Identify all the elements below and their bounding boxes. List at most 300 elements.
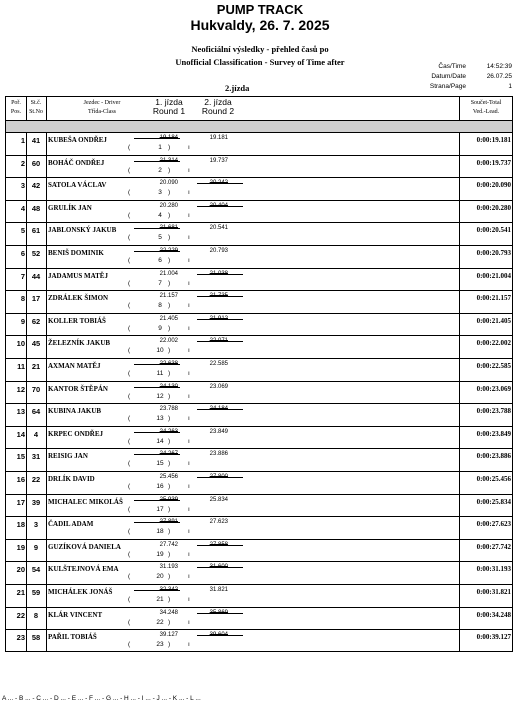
total-time: 0:00:21.157	[476, 294, 511, 303]
header-round2-en: Round 2	[201, 106, 235, 116]
round1-time: 24.263	[159, 428, 178, 435]
round1-time: 21.314	[159, 157, 178, 164]
rank-close-bracket: )	[168, 415, 171, 423]
rank-tick: ı	[188, 550, 190, 558]
rank-tick: ı	[188, 370, 190, 377]
page-value: 1	[508, 83, 512, 90]
discarded-time-strike	[134, 251, 180, 252]
header-lead: Ved.-Lead.	[472, 109, 500, 115]
rank-tick: ı	[188, 257, 190, 264]
total-time: 0:00:25.834	[476, 497, 511, 506]
rank-close-bracket: )	[168, 347, 171, 355]
position: 10	[16, 339, 25, 349]
round2-time: 35.869	[209, 609, 228, 616]
table-row	[6, 358, 512, 381]
discarded-time-strike	[197, 206, 243, 207]
rank-open-bracket: (	[128, 460, 131, 468]
header-round2-cz: 2. jízda	[204, 97, 232, 107]
rank-number: 18	[156, 528, 164, 536]
position: 1	[20, 136, 25, 145]
round2-time: 39.604	[209, 632, 228, 639]
rank-tick: ı	[188, 302, 190, 310]
rank-tick: ı	[188, 392, 190, 400]
total-time: 0:00:22.002	[476, 339, 511, 348]
round2-time: 19.737	[209, 157, 228, 164]
results-table	[5, 96, 513, 652]
position: 4	[20, 203, 25, 213]
rank-close-bracket: )	[168, 211, 171, 219]
rank-open-bracket: (	[128, 505, 131, 513]
rank-open-bracket: (	[128, 641, 131, 649]
table-row	[6, 177, 512, 200]
rank-tick: ı	[188, 234, 190, 242]
start-number: 70	[31, 384, 41, 394]
round1-time: 25.456	[159, 474, 178, 480]
round1-time: 19.184	[159, 135, 178, 141]
table-row	[6, 471, 512, 494]
start-number: 42	[31, 181, 41, 191]
round1-time: 20.280	[159, 202, 178, 209]
discarded-time-strike	[134, 364, 180, 365]
driver-name: GRULÍK JAN	[48, 203, 92, 212]
discarded-time-strike	[134, 228, 180, 229]
rank-open-bracket: (	[128, 437, 131, 445]
position: 13	[16, 407, 25, 417]
total-time: 0:00:21.004	[476, 271, 511, 280]
header-round1-cz: 1. jízda	[155, 97, 183, 107]
round2-time: 31.600	[209, 564, 228, 571]
round1-time: 22.229	[159, 248, 178, 254]
driver-name: JABLONSKÝ JAKUB	[48, 226, 117, 235]
rank-open-bracket: (	[128, 370, 131, 377]
total-time: 0:00:31.193	[476, 565, 511, 574]
round2-time: 24.184	[209, 406, 228, 413]
rank-close-bracket: )	[168, 528, 171, 536]
rank-number: 2	[158, 166, 162, 174]
rank-close-bracket: )	[168, 392, 171, 400]
discarded-time-strike	[197, 319, 243, 320]
rank-number: 10	[156, 347, 164, 355]
round1-time: 21.004	[159, 270, 178, 277]
total-time: 0:00:23.788	[476, 407, 511, 416]
date-label: Datum/Date	[431, 73, 466, 80]
rank-open-bracket: (	[128, 573, 131, 581]
rank-tick: ı	[188, 505, 190, 513]
position: 15	[16, 452, 25, 462]
round2-time: 19.181	[209, 135, 228, 141]
position: 19	[16, 542, 25, 552]
round1-time: 27.891	[159, 519, 178, 526]
round2-time: 27.623	[209, 519, 228, 526]
discarded-time-strike	[197, 477, 243, 478]
total-time: 0:00:22.585	[476, 362, 511, 370]
rank-number: 20	[156, 573, 164, 581]
total-time: 0:00:20.090	[476, 181, 511, 190]
rank-close-bracket: )	[168, 505, 171, 513]
start-number: 21	[31, 362, 41, 371]
start-number: 39	[31, 497, 41, 507]
total-time: 0:00:20.280	[476, 203, 511, 212]
rank-close-bracket: )	[168, 641, 171, 649]
rank-number: 23	[156, 641, 164, 649]
table-row	[6, 607, 512, 630]
table-row	[6, 629, 512, 652]
rank-number: 13	[156, 415, 164, 423]
rank-open-bracket: (	[128, 528, 131, 536]
round2-time: 23.069	[209, 383, 228, 390]
rank-open-bracket: (	[128, 234, 131, 242]
table-row	[6, 494, 512, 517]
rank-open-bracket: (	[128, 618, 131, 626]
rank-open-bracket: (	[128, 483, 131, 490]
position: 11	[17, 362, 25, 371]
total-time: 0:00:39.127	[476, 633, 511, 642]
round2-time: 27.800	[209, 474, 228, 480]
discarded-time-strike	[197, 545, 243, 546]
round1-time: 39.127	[159, 632, 178, 639]
header-st-en: St.No	[29, 109, 43, 115]
discarded-time-strike	[197, 296, 243, 297]
table-row	[6, 290, 512, 313]
rank-tick: ı	[188, 641, 190, 649]
total-time: 0:00:23.849	[476, 429, 511, 438]
table-row	[6, 448, 512, 471]
driver-name: KUBINA JAKUB	[48, 407, 102, 416]
header-pos-cz: Poř.	[11, 100, 21, 106]
discarded-time-strike	[197, 341, 243, 342]
start-number: 45	[31, 339, 41, 349]
rank-open-bracket: (	[128, 166, 131, 174]
round2-time: 20.242	[209, 180, 228, 187]
rank-open-bracket: (	[128, 550, 131, 558]
driver-name: REISIG JAN	[48, 452, 88, 461]
start-number: 44	[31, 271, 41, 281]
total-time: 0:00:20.541	[476, 226, 511, 235]
rank-tick: ı	[188, 596, 190, 603]
round2-time: 25.834	[209, 496, 228, 503]
total-time: 0:00:20.793	[476, 249, 511, 257]
rank-open-bracket: (	[128, 257, 131, 264]
start-number: 58	[31, 633, 41, 643]
round2-time: 21.912	[209, 315, 228, 322]
round1-time: 34.248	[159, 609, 178, 616]
rank-number: 22	[156, 618, 164, 626]
position: 22	[16, 610, 25, 620]
rank-tick: ı	[188, 166, 190, 174]
rank-close-bracket: )	[168, 483, 171, 490]
driver-name: KUBEŠA ONDŘEJ	[48, 136, 107, 144]
rank-open-bracket: (	[128, 279, 131, 287]
driver-name: MICHÁLEK JONÁŠ	[48, 588, 113, 596]
rank-number: 7	[158, 279, 162, 287]
header-class: Třída-Class	[88, 109, 116, 115]
page-title: PUMP TRACK	[216, 2, 304, 17]
discarded-time-strike	[197, 274, 243, 275]
position: 9	[20, 316, 25, 326]
round2-time: 20.793	[209, 248, 228, 254]
rank-open-bracket: (	[128, 347, 131, 355]
rank-close-bracket: )	[168, 279, 171, 287]
position: 7	[20, 271, 25, 281]
rank-tick: ı	[188, 324, 190, 332]
header-st-cz: St.č.	[30, 100, 42, 106]
table-row	[6, 268, 512, 291]
rank-tick: ı	[188, 347, 190, 355]
rank-number: 17	[156, 505, 164, 513]
table-row	[6, 245, 512, 268]
round2-time: 23.886	[209, 451, 228, 458]
discarded-time-strike	[134, 138, 180, 139]
total-time: 0:00:19.737	[476, 158, 511, 167]
discarded-time-strike	[134, 500, 180, 501]
round2-time: 31.821	[209, 587, 228, 593]
report-line-cz: Neoficiální výsledky - přehled časů po	[191, 44, 329, 54]
position: 17	[16, 497, 25, 507]
start-number: 22	[31, 475, 41, 484]
table-row	[6, 222, 512, 245]
position: 18	[16, 520, 25, 530]
round1-time: 27.742	[159, 541, 178, 548]
driver-name: BENIŠ DOMINIK	[48, 249, 104, 257]
header-round1-en: Round 1	[152, 106, 186, 116]
rank-close-bracket: )	[168, 234, 171, 242]
rank-close-bracket: )	[168, 302, 171, 310]
rank-open-bracket: (	[128, 392, 131, 400]
start-number: 4	[33, 429, 39, 439]
table-row	[6, 132, 512, 155]
position: 12	[16, 384, 25, 394]
round-label: 2.jízda	[225, 83, 250, 93]
position: 8	[20, 294, 25, 304]
rank-number: 4	[158, 211, 162, 219]
time-label: Čas/Time	[438, 63, 466, 70]
rank-tick: ı	[188, 573, 190, 581]
rank-close-bracket: )	[168, 144, 171, 151]
table-row	[6, 335, 512, 358]
round2-time: 23.849	[209, 428, 228, 435]
discarded-time-strike	[134, 590, 180, 591]
rank-number: 9	[158, 324, 162, 332]
start-number: 8	[33, 610, 39, 620]
driver-name: PAŘIL TOBIÁŠ	[48, 633, 97, 642]
rank-number: 19	[156, 550, 164, 558]
table-row	[6, 539, 512, 562]
driver-name: ŽELEZNÍK JAKUB	[48, 339, 111, 348]
rank-tick: ı	[188, 483, 190, 490]
table-row	[6, 155, 512, 178]
start-number: 41	[31, 136, 41, 145]
rank-tick: ı	[188, 437, 190, 445]
discarded-time-strike	[134, 387, 180, 388]
driver-name: KOLLER TOBIÁŠ	[48, 316, 106, 325]
total-time: 0:00:34.248	[476, 610, 511, 619]
round2-time: 20.541	[209, 225, 228, 232]
date-value: 26.07.25	[486, 73, 512, 80]
total-time: 0:00:25.456	[476, 475, 511, 483]
rank-open-bracket: (	[128, 189, 131, 197]
table-row	[6, 516, 512, 539]
driver-name: KANTOR ŠTĚPÁN	[48, 384, 108, 393]
round1-time: 21.157	[159, 293, 178, 300]
driver-name: SATOLA VÁCLAV	[48, 181, 107, 190]
rank-number: 16	[156, 483, 164, 490]
total-time: 0:00:23.886	[476, 452, 511, 461]
position: 3	[20, 181, 25, 191]
round1-time: 20.090	[159, 180, 178, 187]
start-number: 61	[31, 226, 41, 236]
total-time: 0:00:23.069	[476, 384, 511, 393]
round2-time: 22.585	[209, 361, 228, 367]
rank-close-bracket: )	[168, 550, 171, 558]
driver-name: GUZÍKOVÁ DANIELA	[48, 542, 121, 551]
total-time: 0:00:19.181	[476, 136, 511, 144]
table-row	[6, 381, 512, 404]
rank-open-bracket: (	[128, 302, 131, 310]
rank-close-bracket: )	[168, 596, 171, 603]
start-number: 62	[31, 316, 41, 326]
round1-time: 25.939	[159, 496, 178, 503]
rank-close-bracket: )	[168, 370, 171, 377]
rank-number: 1	[158, 144, 162, 151]
rank-open-bracket: (	[128, 324, 131, 332]
discarded-time-strike	[197, 635, 243, 636]
start-number: 31	[31, 452, 41, 462]
position: 21	[16, 588, 25, 597]
discarded-time-strike	[197, 409, 243, 410]
rank-number: 21	[156, 596, 164, 603]
rank-tick: ı	[188, 415, 190, 423]
rank-tick: ı	[188, 189, 190, 197]
footer-legend: A ... - B ... - C ... - D ... - E ... - F ... - G ... - H ... - I ... - J ... - K ... - L ...	[2, 695, 201, 702]
driver-name: KULŠTEJNOVÁ EMA	[48, 565, 119, 574]
start-number: 59	[31, 588, 41, 597]
header-driver: Jezdec - Driver	[83, 100, 121, 106]
position: 6	[20, 249, 25, 258]
rank-tick: ı	[188, 211, 190, 219]
rank-number: 6	[158, 257, 162, 264]
rank-number: 3	[158, 189, 162, 197]
discarded-time-strike	[197, 183, 243, 184]
rank-tick: ı	[188, 144, 190, 151]
report-line-en: Unofficial Classification - Survey of Time after	[175, 57, 345, 67]
round2-time: 21.038	[209, 270, 228, 277]
rank-tick: ı	[188, 618, 190, 626]
table-row	[6, 313, 512, 336]
table-row	[6, 403, 512, 426]
round2-time: 21.735	[209, 293, 228, 300]
rank-number: 14	[156, 437, 164, 445]
table-row	[6, 426, 512, 449]
rank-tick: ı	[188, 279, 190, 287]
rank-close-bracket: )	[168, 257, 171, 264]
total-time: 0:00:21.405	[476, 316, 511, 325]
rank-number: 15	[156, 460, 164, 468]
table-row	[6, 200, 512, 223]
start-number: 17	[31, 294, 41, 304]
driver-name: BOHÁČ ONDŘEJ	[48, 158, 105, 167]
start-number: 64	[31, 407, 41, 417]
rank-close-bracket: )	[168, 573, 171, 581]
rank-open-bracket: (	[128, 211, 131, 219]
driver-name: DRLÍK DAVID	[48, 475, 95, 483]
position: 23	[16, 633, 25, 643]
rank-number: 5	[158, 234, 162, 242]
discarded-time-strike	[134, 522, 180, 523]
round1-time: 32.342	[159, 587, 178, 593]
round1-time: 21.681	[159, 225, 178, 232]
time-value: 14:52:39	[486, 63, 512, 70]
driver-name: JADAMUS MATĚJ	[48, 271, 108, 280]
rank-open-bracket: (	[128, 144, 131, 151]
rank-number: 12	[156, 392, 164, 400]
total-time: 0:00:27.742	[476, 542, 511, 551]
rank-tick: ı	[188, 528, 190, 536]
rank-open-bracket: (	[128, 415, 131, 423]
start-number: 9	[33, 542, 39, 552]
driver-name: AXMAN MATĚJ	[48, 362, 101, 370]
rank-open-bracket: (	[128, 596, 131, 603]
round2-time: 22.071	[209, 338, 228, 345]
discarded-time-strike	[134, 454, 180, 455]
start-number: 3	[33, 520, 39, 530]
round1-time: 23.788	[159, 406, 178, 413]
round1-time: 31.193	[159, 564, 178, 571]
discarded-time-strike	[134, 432, 180, 433]
rank-number: 8	[158, 302, 162, 310]
rank-close-bracket: )	[168, 324, 171, 332]
rank-close-bracket: )	[168, 189, 171, 197]
driver-name: KLÁR VINCENT	[48, 610, 103, 619]
position: 14	[16, 429, 25, 439]
header-total: Součet-Total	[470, 100, 502, 106]
driver-name: KRPEC ONDŘEJ	[48, 429, 104, 438]
rank-close-bracket: )	[168, 437, 171, 445]
rank-close-bracket: )	[168, 460, 171, 468]
round1-time: 24.130	[159, 383, 178, 390]
event-subtitle: Hukvaldy, 26. 7. 2025	[190, 17, 330, 33]
start-number: 54	[31, 565, 41, 575]
rank-tick: ı	[188, 460, 190, 468]
driver-name: MICHALEC MIKOLÁŠ	[48, 497, 123, 506]
driver-name: ČADIL ADAM	[48, 520, 94, 529]
discarded-time-strike	[197, 567, 243, 568]
round1-time: 22.002	[159, 338, 178, 345]
discarded-time-strike	[134, 161, 180, 162]
start-number: 60	[31, 158, 41, 168]
round2-time: 20.404	[209, 202, 228, 209]
rank-number: 11	[156, 370, 164, 377]
rank-close-bracket: )	[168, 618, 171, 626]
total-time: 0:00:27.623	[476, 520, 511, 529]
total-time: 0:00:31.821	[476, 588, 511, 596]
page-label: Strana/Page	[429, 83, 466, 90]
class-band	[6, 121, 512, 132]
round1-time: 24.267	[159, 451, 178, 458]
rank-close-bracket: )	[168, 166, 171, 174]
table-row	[6, 584, 512, 607]
header-pos-en: Pos.	[10, 109, 22, 115]
start-number: 52	[31, 249, 41, 258]
position: 5	[20, 226, 25, 236]
round1-time: 21.405	[159, 315, 178, 322]
round1-time: 22.638	[159, 361, 178, 367]
table-row	[6, 561, 512, 584]
position: 2	[20, 158, 25, 168]
round2-time: 27.858	[209, 541, 228, 548]
start-number: 48	[31, 203, 41, 213]
discarded-time-strike	[197, 613, 243, 614]
position: 16	[16, 475, 25, 484]
